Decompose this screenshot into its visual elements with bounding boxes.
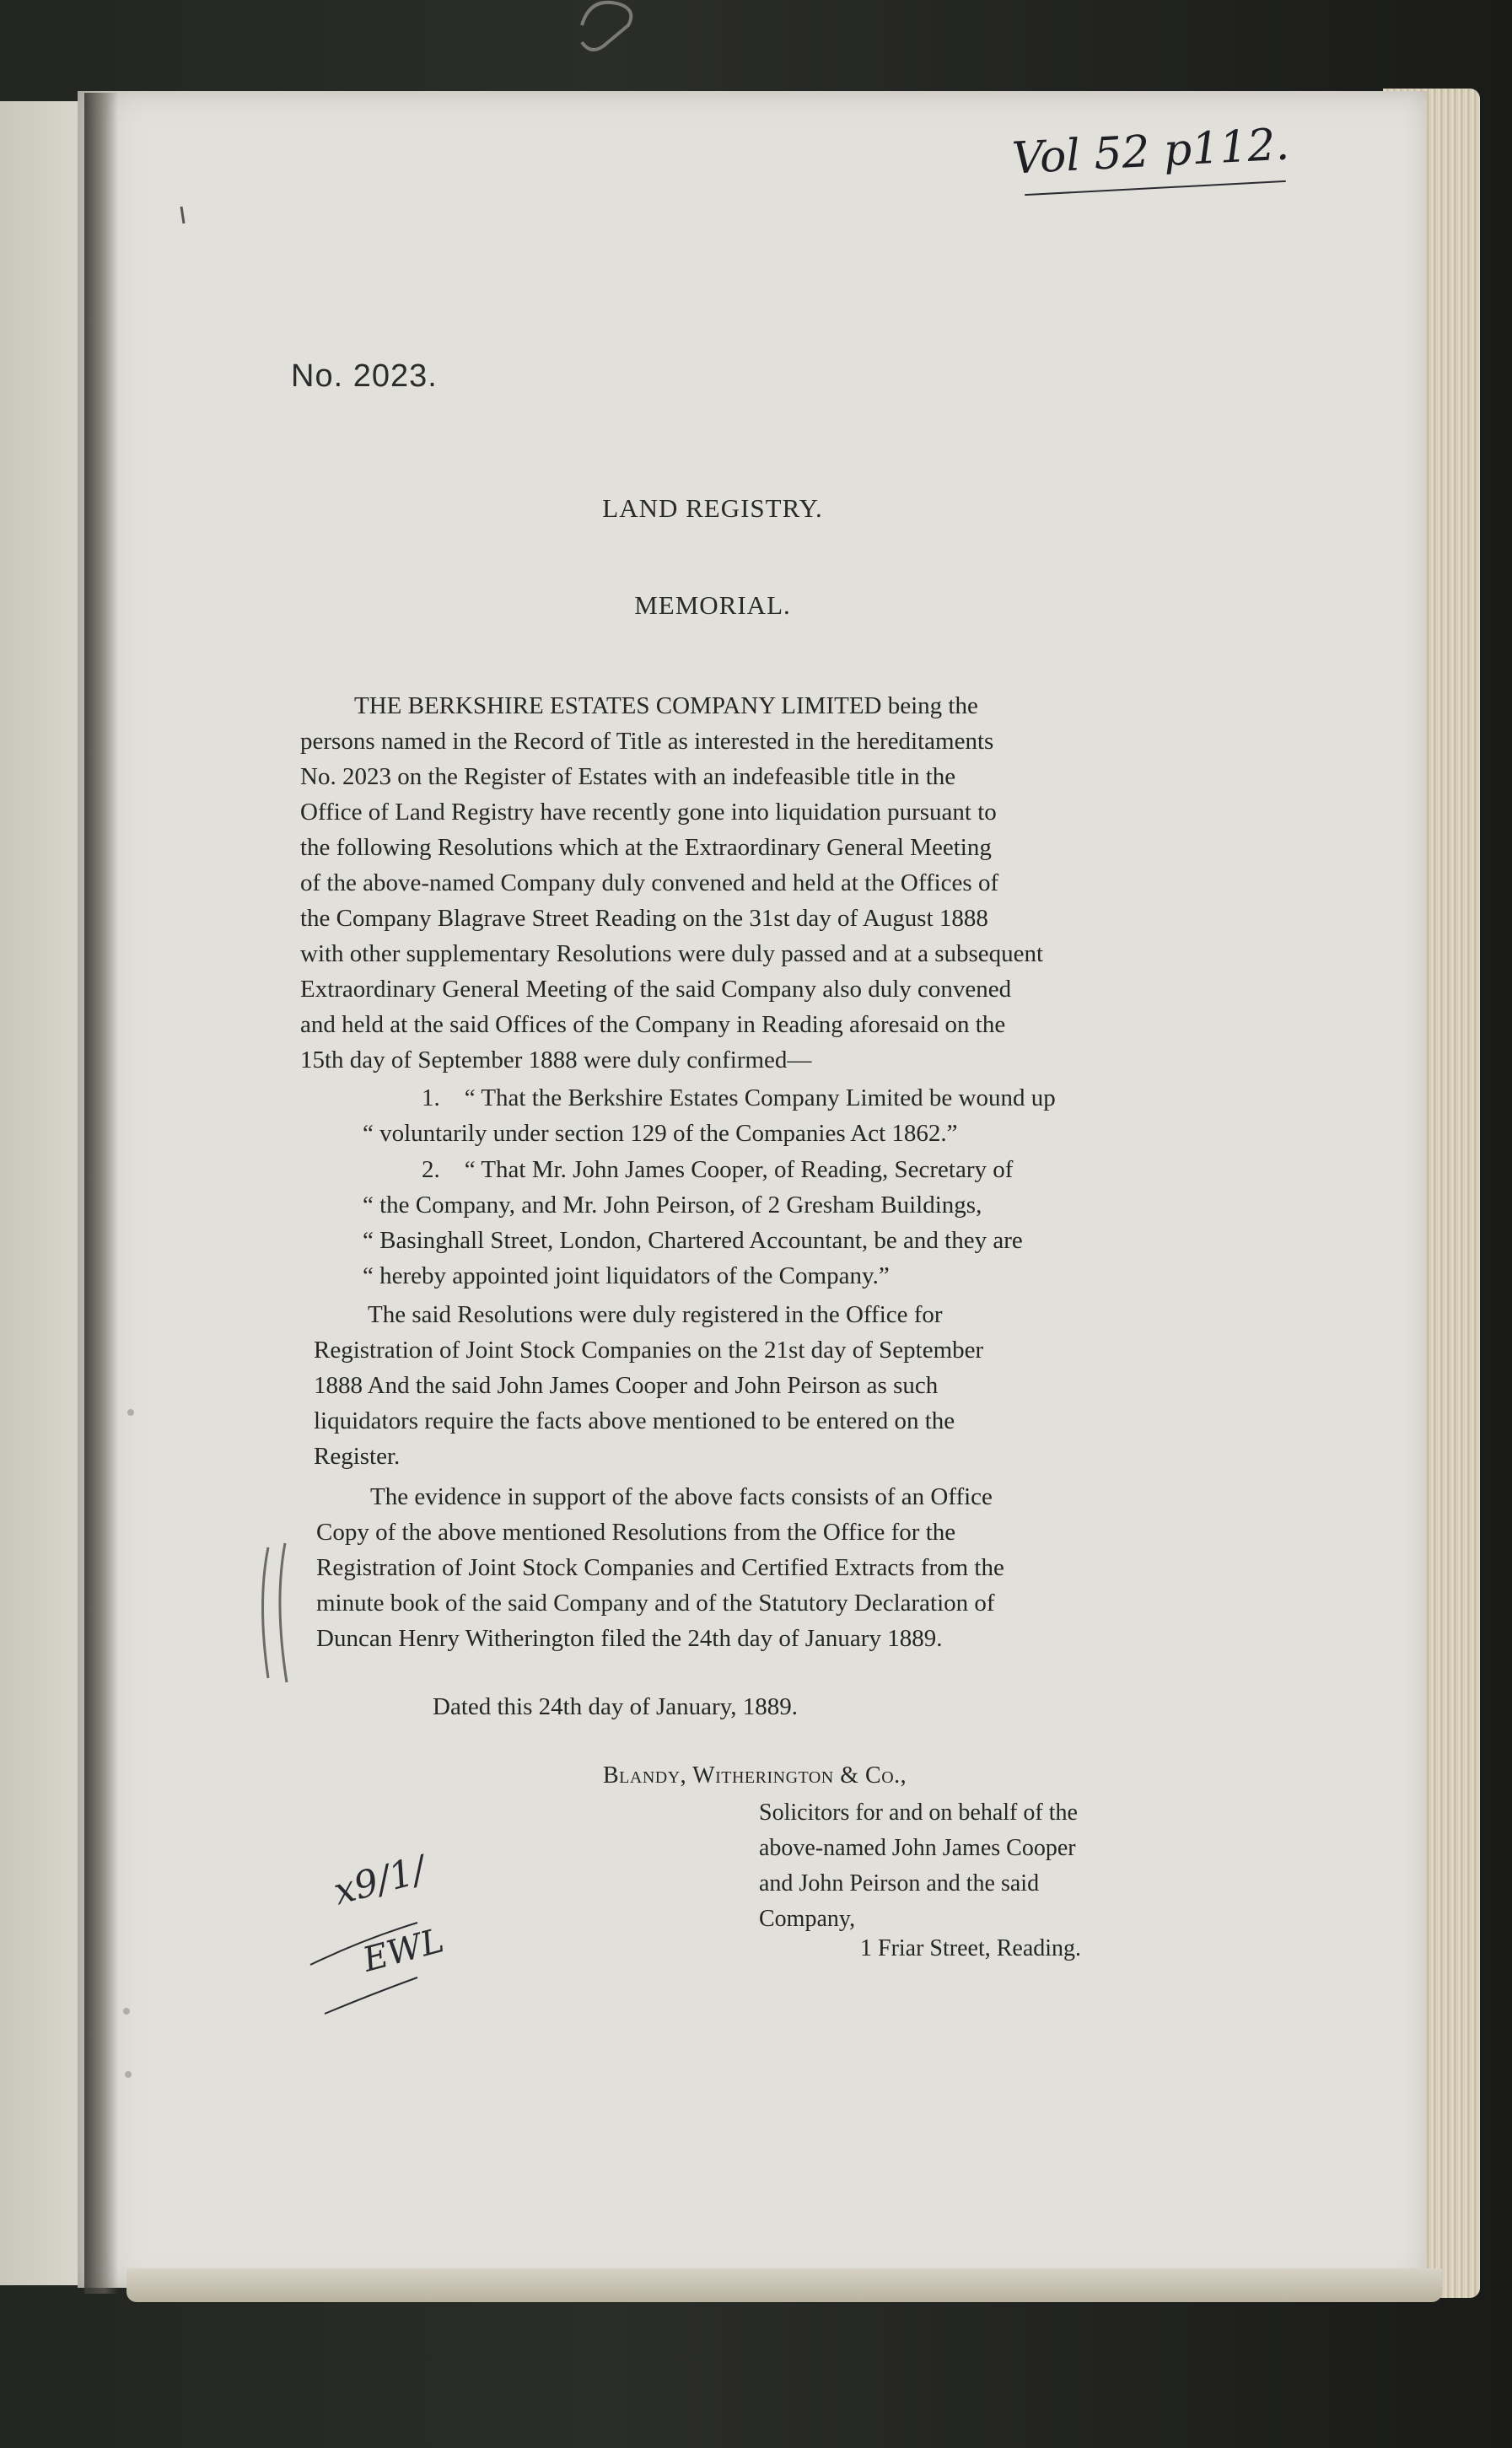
solicitors-line: above-named John James Cooper	[759, 1835, 1076, 1861]
resolution-text: “ That Mr. John James Cooper, of Reading, Secretary of	[464, 1156, 1014, 1183]
resolution-number: 2.	[422, 1156, 440, 1183]
solicitors-line: Solicitors for and on behalf of the	[759, 1800, 1078, 1826]
paragraph-line: with other supplementary Resolutions were duly passed and at a subsequent	[300, 940, 1044, 967]
paragraph-line: Registration of Joint Stock Companies and Certified Extracts from the	[316, 1554, 1004, 1581]
binding-hole	[123, 2008, 130, 2015]
registration-paragraph	[314, 1297, 1138, 1474]
registry-heading: LAND REGISTRY.	[602, 493, 823, 523]
paragraph-line: persons named in the Record of Title as interested in the hereditaments	[300, 728, 994, 755]
document-number: No. 2023.	[291, 358, 438, 394]
solicitors-block	[759, 1795, 1143, 1937]
resolution-line	[363, 1080, 1134, 1116]
initials-stroke	[325, 1977, 417, 2014]
paragraph-line: the Company Blagrave Street Reading on the 31st day of August 1888	[300, 905, 988, 932]
solicitors-line: and John Peirson and the said	[759, 1870, 1040, 1897]
paragraph-line: liquidators require the facts above mentioned to be entered on the	[314, 1407, 955, 1434]
memorial-heading: MEMORIAL.	[634, 590, 791, 620]
solicitors-line: Company,	[759, 1906, 856, 1932]
resolution-2	[363, 1152, 1134, 1294]
dated-line: Dated this 24th day of January, 1889.	[433, 1693, 799, 1720]
handwritten-initials: x9/1/	[329, 1848, 431, 1914]
resolution-line: “ the Company, and Mr. John Peirson, of 2 Gresham Buildings,	[363, 1192, 982, 1219]
resolution-text: “ That the Berkshire Estates Company Limited be wound up	[464, 1084, 1056, 1111]
paragraph-line: The evidence in support of the above facts consists of an Office	[370, 1483, 993, 1510]
paragraph-line: 15th day of September 1888 were duly confirmed—	[300, 1046, 812, 1073]
solicitor-address: 1 Friar Street, Reading.	[860, 1935, 1082, 1961]
paragraph-line: 1888 And the said John James Cooper and John Peirson as such	[314, 1372, 939, 1399]
solicitor-firm-name: Blandy, Witherington & Co.,	[603, 1762, 907, 1789]
paragraph-line: minute book of the said Company and of the Statutory Declaration of	[316, 1590, 995, 1617]
resolution-line: “ hereby appointed joint liquidators of the Company.”	[363, 1262, 890, 1289]
paragraph-line: Extraordinary General Meeting of the said Company also duly convened	[300, 976, 1012, 1003]
resolution-line: “ Basinghall Street, London, Chartered Accountant, be and they are	[363, 1227, 1023, 1254]
handwritten-initials: EWL	[358, 1921, 449, 1980]
handwritten-volume-reference: Vol 52 p112.	[1010, 119, 1291, 185]
binding-hole	[125, 2071, 132, 2078]
resolution-1	[363, 1080, 1134, 1151]
resolution-line: “ voluntarily under section 129 of the Companies Act 1862.”	[363, 1120, 958, 1147]
paragraph-line: the following Resolutions which at the Extraordinary General Meeting	[300, 834, 992, 861]
paragraph-line: THE BERKSHIRE ESTATES COMPANY LIMITED being the	[354, 692, 978, 719]
pencil-mark	[181, 207, 184, 223]
margin-bracket	[263, 1547, 269, 1678]
margin-bracket	[280, 1543, 287, 1682]
resolution-number: 1.	[422, 1084, 440, 1111]
paragraph-line: and held at the said Offices of the Company in Reading aforesaid on the	[300, 1011, 1006, 1038]
evidence-paragraph	[316, 1479, 1141, 1656]
resolution-line	[363, 1152, 1134, 1187]
paragraph-line: Register.	[314, 1443, 401, 1470]
paragraph-line: Duncan Henry Witherington filed the 24th day of January 1889.	[316, 1625, 943, 1652]
paragraph-line: Copy of the above mentioned Resolutions from the Office for the	[316, 1519, 956, 1546]
paragraph-line: Registration of Joint Stock Companies on the 21st day of September	[314, 1337, 984, 1364]
paragraph-line: Office of Land Registry have recently gone into liquidation pursuant to	[300, 799, 997, 826]
paragraph-line: of the above-named Company duly convened and held at the Offices of	[300, 869, 999, 896]
paper-clip-icon	[582, 3, 631, 50]
main-paragraph	[300, 688, 1125, 1078]
paragraph-line: The said Resolutions were duly registered in the Office for	[368, 1301, 943, 1328]
paragraph-line: No. 2023 on the Register of Estates with an indefeasible title in the	[300, 763, 956, 790]
binding-hole	[127, 1409, 134, 1416]
